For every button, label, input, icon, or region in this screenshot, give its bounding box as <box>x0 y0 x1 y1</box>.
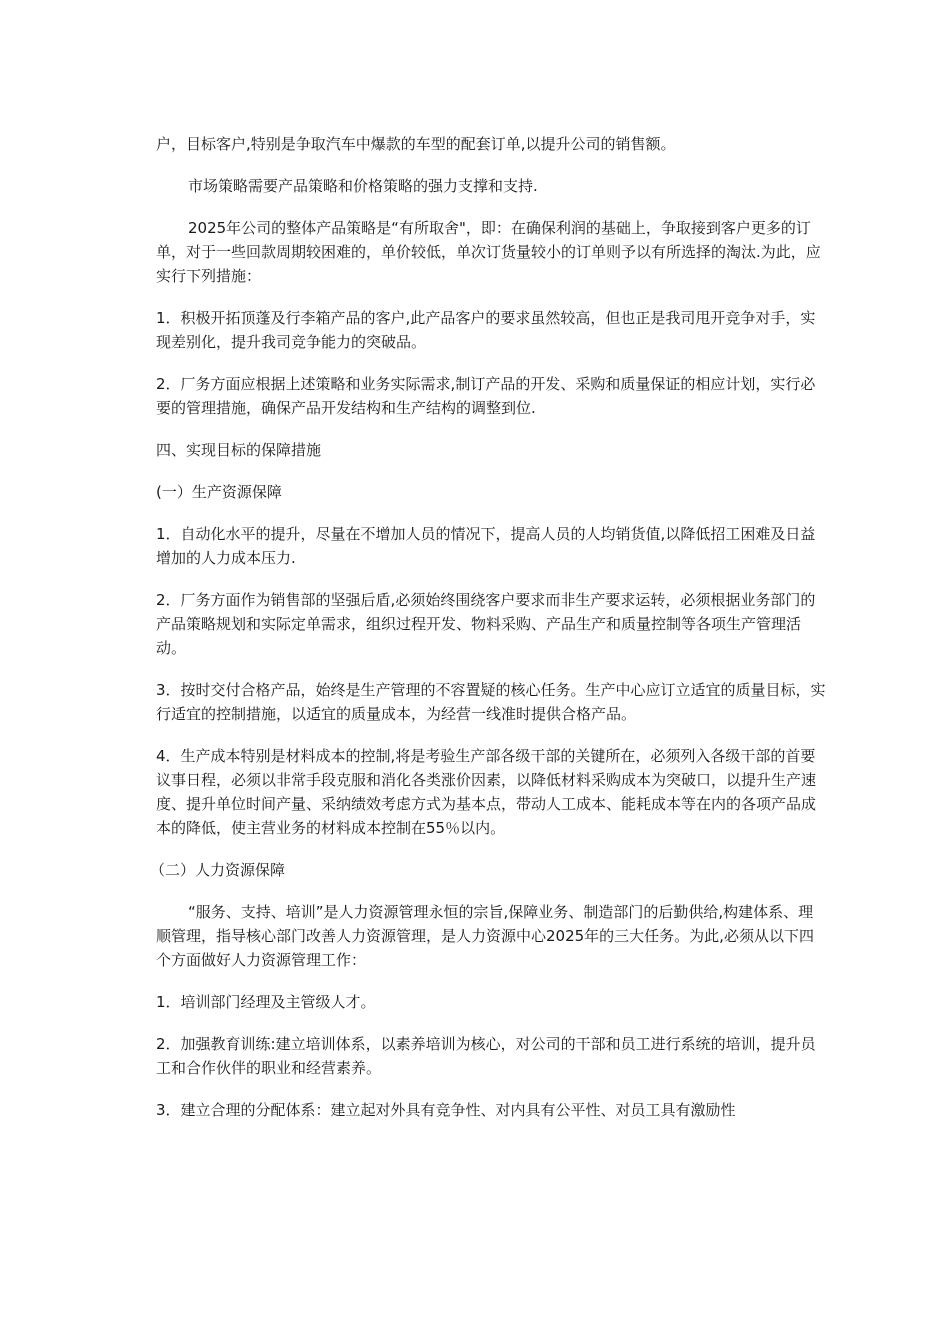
section-heading-guarantee: 四、实现目标的保障措施 <box>156 441 322 459</box>
paragraph-measure-2: 2．厂务方面应根据上述策略和业务实际需求,制订产品的开发、采购和质量保证的相应计划，实行必要的管理措施，确保产品开发结构和生产结构的调整到位. <box>156 375 816 417</box>
document-page <box>150 132 828 1140</box>
paragraph-customer-target: 户，目标客户,特别是争取汽车中爆款的车型的配套订单,以提升公司的销售额。 <box>156 135 676 153</box>
paragraph-measure-1: 1．积极开拓顶蓬及行李箱产品的客户,此产品客户的要求虽然较高，但也正是我司甩开竞争对手，实现差别化，提升我司竞争能力的突破品。 <box>156 309 816 351</box>
paragraph-production-3: 3．按时交付合格产品，始终是生产管理的不容置疑的核心任务。生产中心应订立适宜的质量目标，实行适宜的控制措施，以适宜的质量成本，为经营一线准时提供合格产品。 <box>156 681 826 723</box>
paragraph-hr-1: 1．培训部门经理及主管级人才。 <box>156 993 376 1011</box>
paragraph-hr-2: 2．加强教育训练:建立培训体系，以素养培训为核心，对公司的干部和员工进行系统的培训，提升员工和合作伙伴的职业和经营素养。 <box>156 1035 816 1077</box>
paragraph-market-strategy: 市场策略需要产品策略和价格策略的强力支撑和支持. <box>188 177 538 195</box>
subheading-production-resources: (一）生产资源保障 <box>156 483 282 501</box>
paragraph-production-1: 1．自动化水平的提升，尽量在不增加人员的情况下，提高人员的人均销货值,以降低招工困难及日益增加的人力成本压力. <box>156 525 816 567</box>
paragraph-hr-intro: “服务、支持、培训”是人力资源管理永恒的宗旨,保障业务、制造部门的后勤供给,构建体系、理顺管理，指导核心部门改善人力资源管理，是人力资源中心2025年的三大任务。为此,必须从以下四个方面做好人力资源管理工作： <box>156 903 814 969</box>
subheading-human-resources: （二）人力资源保障 <box>150 861 286 879</box>
paragraph-production-4: 4．生产成本特别是材料成本的控制,将是考验生产部各级干部的关键所在，必须列入各级干部的首要议事日程，必须以非常手段克服和消化各类涨价因素，以降低材料采购成本为突破口，以提升生产速度、提升单位时间产量、采纳绩效考虑方式为基本点，带动人工成本、能耗成本等在内的各项产品成本的降低，使主营业务的材料成本控制在55％以内。 <box>156 747 817 837</box>
paragraph-production-2: 2．厂务方面作为销售部的坚强后盾,必须始终围绕客户要求而非生产要求运转，必须根据业务部门的产品策略规划和实际定单需求，组织过程开发、物料采购、产品生产和质量控制等各项生产管理活动。 <box>156 591 816 657</box>
paragraph-product-strategy: 2025年公司的整体产品策略是“有所取舍"，即：在确保利润的基础上，争取接到客户更多的订单，对于一些回款周期较困难的，单价较低，单次订货量较小的订单则予以有所选择的淘汰.为此，应实行下列措施： <box>156 219 821 285</box>
paragraph-hr-3: 3．建立合理的分配体系：建立起对外具有竞争性、对内具有公平性、对员工具有激励性 <box>156 1101 736 1119</box>
